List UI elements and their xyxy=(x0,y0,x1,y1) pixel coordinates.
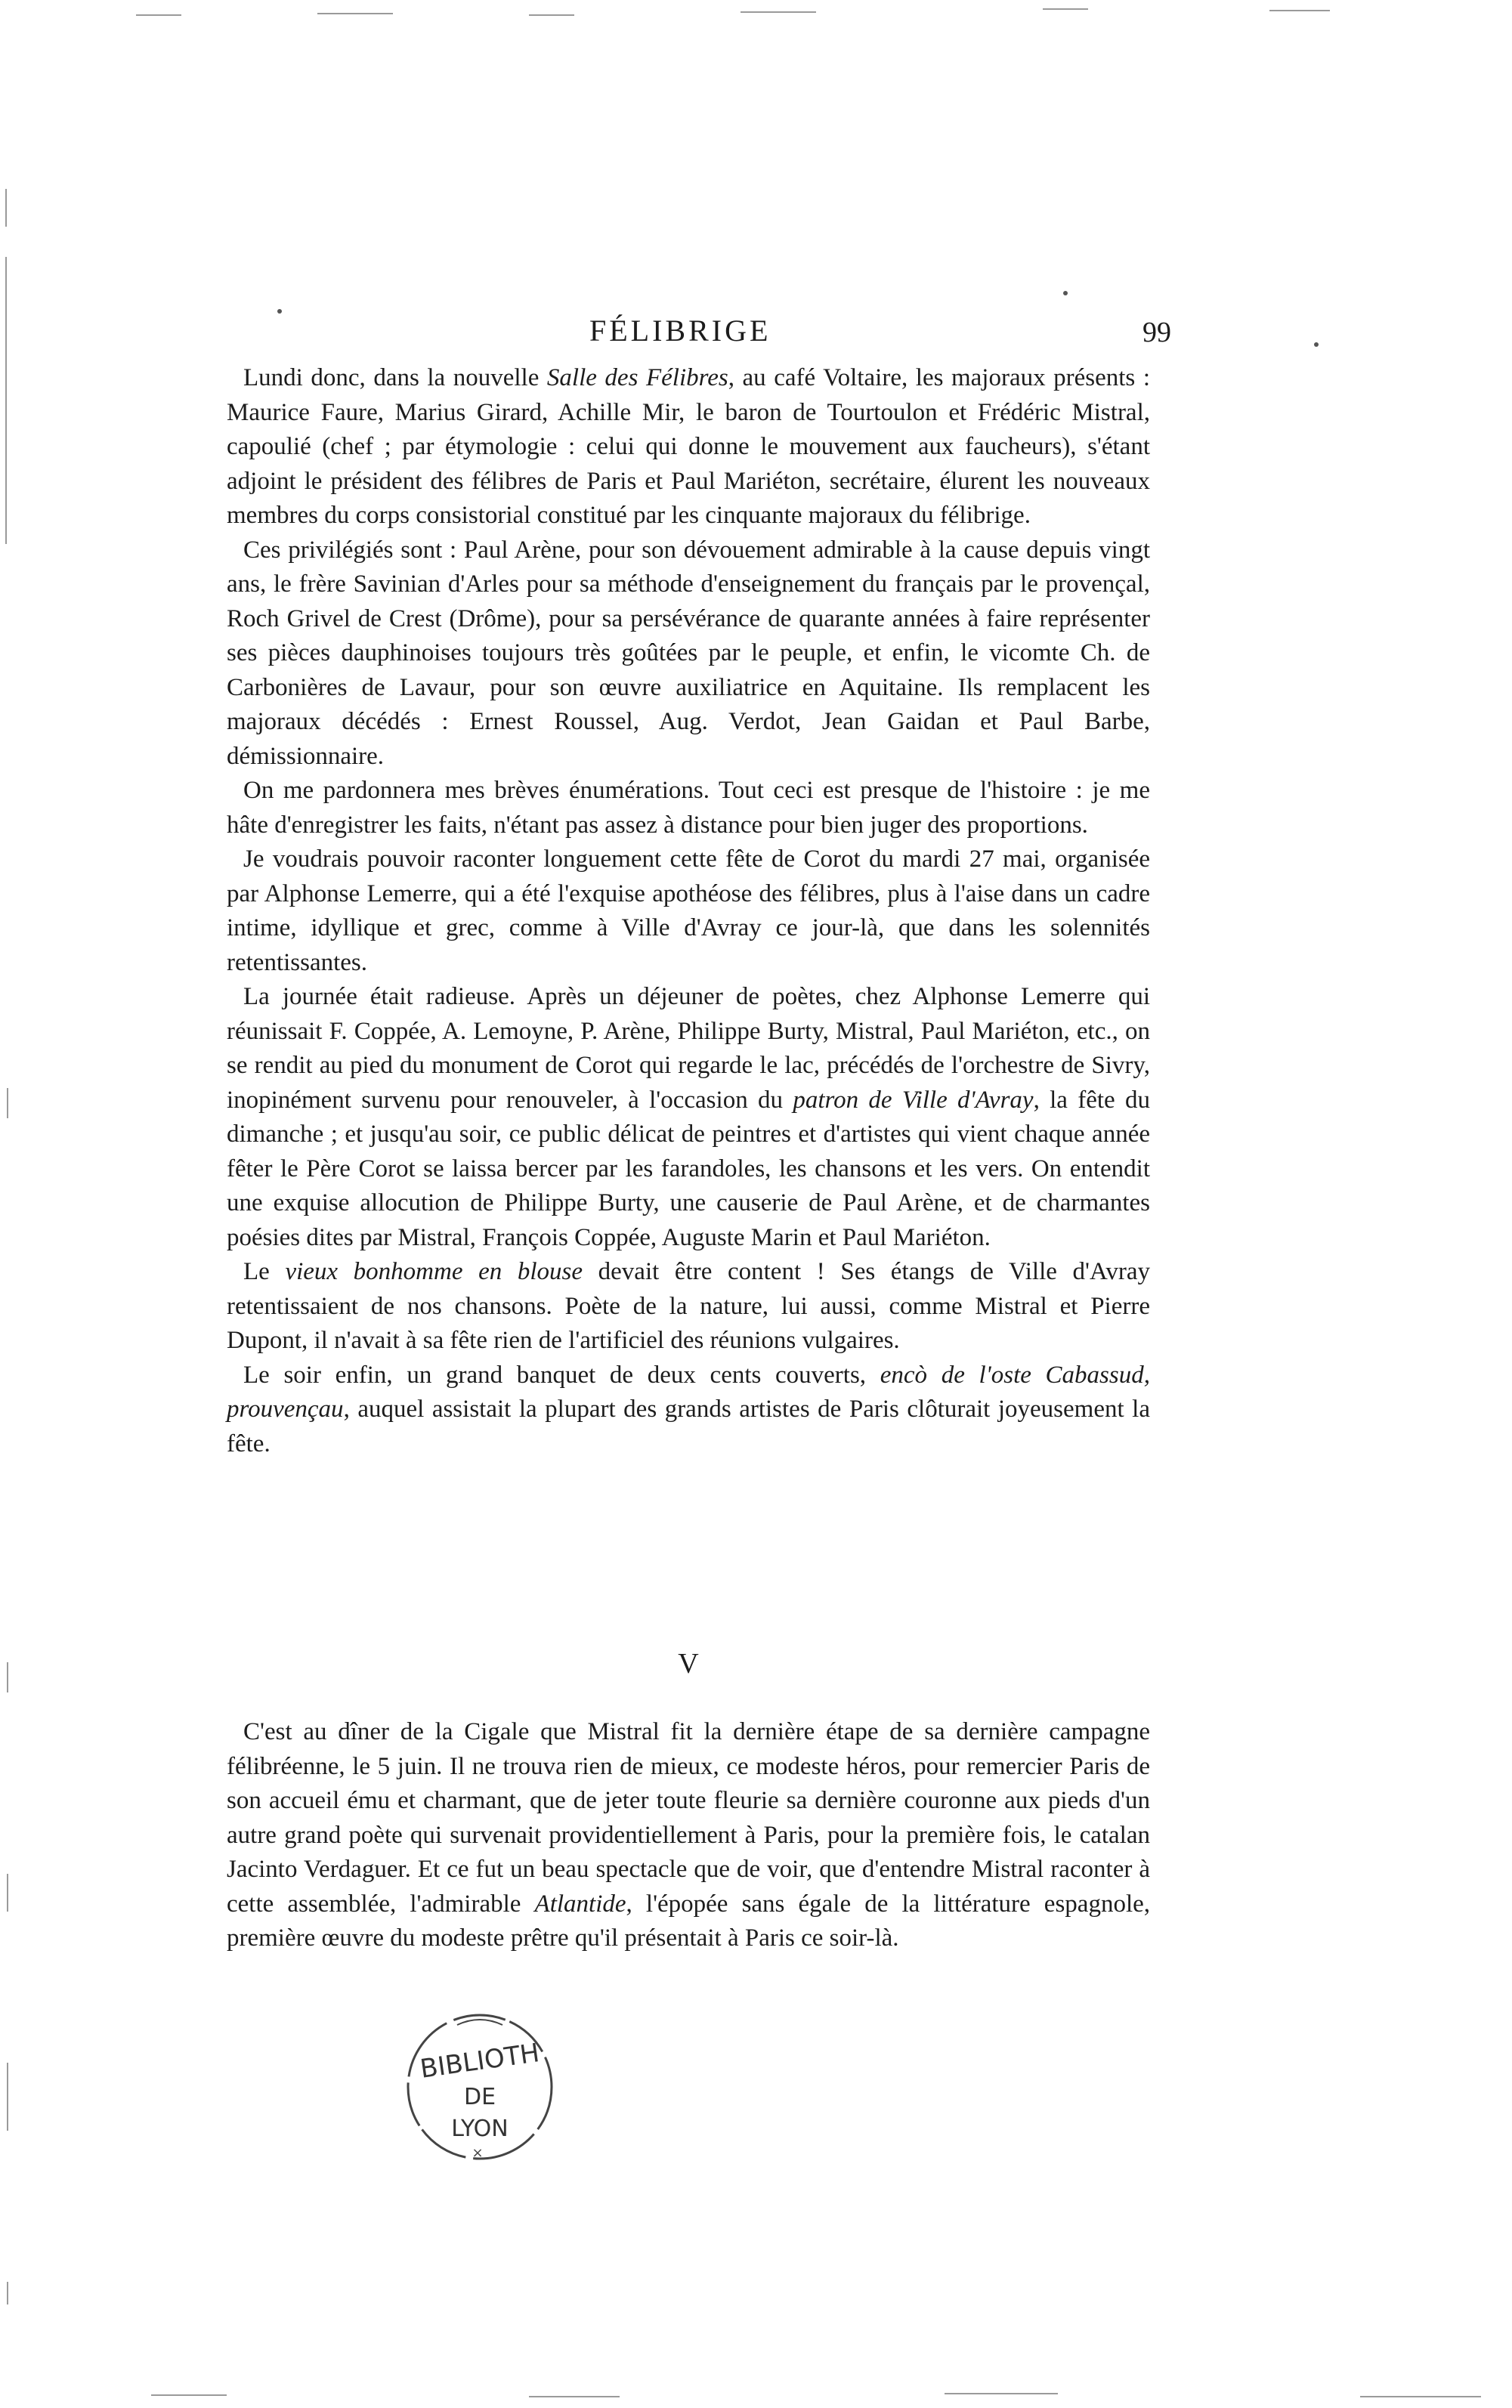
page-number: 99 xyxy=(1143,317,1171,348)
paragraph: La journée était radieuse. Après un déjeuner de poètes, chez Alphonse Lemerre qui réunissait F. Coppée, A. Lemoyne, P. Arène, Philippe Burty, Mistral, Paul Mariéton, etc., on se rendit au pied du monument de Corot qui regarde le lac, précédés de l'orchestre de Sivry, inopinément survenu pour renouveler, à l'occasion du patron de Ville d'Avray, la fête du dimanche ; et jusqu'au soir, ce public délicat de peintres et d'artistes qui vient chaque année fêter le Père Corot se laissa bercer par les farandoles, les chansons et les vers. On entendit une exquise allocution de Philippe Burty, une causerie de Paul Arène, et de charmantes poésies dites par Mistral, François Coppée, Auguste Marin et Paul Mariéton. xyxy=(227,983,1150,1251)
paragraph: On me pardonnera mes brèves énumérations. Tout ceci est presque de l'histoire : je me hâte d'enregistrer les faits, n'étant pas assez à distance pour bien juger des proportions. xyxy=(227,777,1150,839)
paragraph: Ces privilégiés sont : Paul Arène, pour son dévouement admirable à la cause depuis vingt ans, le frère Savinian d'Arles pour sa méthode d'enseignement du français par le provençal, Roch Grivel de Crest (Drôme), pour sa persévérance de quarante années à faire représenter ses pièces dauphinoises toujours très goûtées par le peuple, et enfin, le vicomte Ch. de Carbonières de Lavaur, pour son œuvre auxiliatrice en Aquitaine. Ils remplacent les majoraux décédés : Ernest Roussel, Aug. Verdot, Jean Gaidan et Paul Barbe, démissionnaire. xyxy=(227,536,1150,770)
paragraph: C'est au dîner de la Cigale que Mistral fit la dernière étape de sa dernière campagne félibréenne, le 5 juin. Il ne trouva rien de mieux, ce modeste héros, pour remercier Paris de son accueil ému et charmant, que de jeter toute fleurie sa dernière couronne aux pieds d'un autre grand poète qui survenait providentiellement à Paris, pour la première fois, le catalan Jacinto Verdaguer. Et ce fut un beau spectacle que de voir, que d'entendre Mistral raconter à cette assemblée, l'admirable Atlantide, l'épopée sans égale de la littérature espagnole, première œuvre du modeste prêtre qu'il présentait à Paris ce soir-là. xyxy=(227,1718,1151,1952)
library-stamp xyxy=(393,2002,567,2176)
paragraph: Lundi donc, dans la nouvelle Salle des Félibres, au café Voltaire, les majoraux présents : Maurice Faure, Marius Girard, Achille Mir, le baron de Tourtoulon et Frédéric Mistral, capoulié (chef ; par étymologie : celui qui donne le mouvement aux faucheurs), s'étant adjoint le président des félibres de Paris et Paul Mariéton, secrétaire, élurent les nouveaux membres du corps consistorial constitué par les cinquante majoraux du félibrige. xyxy=(227,364,1150,529)
stamp-line-2: DE xyxy=(463,2084,496,2110)
paragraph: Je voudrais pouvoir raconter longuement cette fête de Corot du mardi 27 mai, organisée par Alphonse Lemerre, qui a été l'exquise apothéose des félibres, plus à l'aise dans un cadre intime, idyllique et grec, comme à Ville d'Avray ce jour-là, que dans les solennités retentissantes. xyxy=(227,845,1150,976)
section-text xyxy=(227,1715,1150,1956)
stamp-line-3: LYON xyxy=(451,2116,509,2142)
paragraph: Le soir enfin, un grand banquet de deux cents couverts, encò de l'oste Cabassud, prouvençau, auquel assistait la plupart des grands artistes de Paris clôturait joyeusement la fête. xyxy=(227,1361,1150,1457)
stamp-line-1: BIBLIOTH xyxy=(418,2038,542,2085)
svg-text:×: × xyxy=(472,2145,484,2161)
body-text xyxy=(227,361,1150,1461)
page-header xyxy=(227,313,1171,358)
running-title: FÉLIBRIGE xyxy=(589,314,771,348)
paragraph: Le vieux bonhomme en blouse devait être content ! Ses étangs de Ville d'Avray retentissaient de nos chansons. Poète de la nature, lui aussi, comme Mistral et Pierre Dupont, il n'avait à sa fête rien de l'artificiel des réunions vulgaires. xyxy=(227,1258,1150,1354)
section-heading: V xyxy=(678,1648,699,1680)
